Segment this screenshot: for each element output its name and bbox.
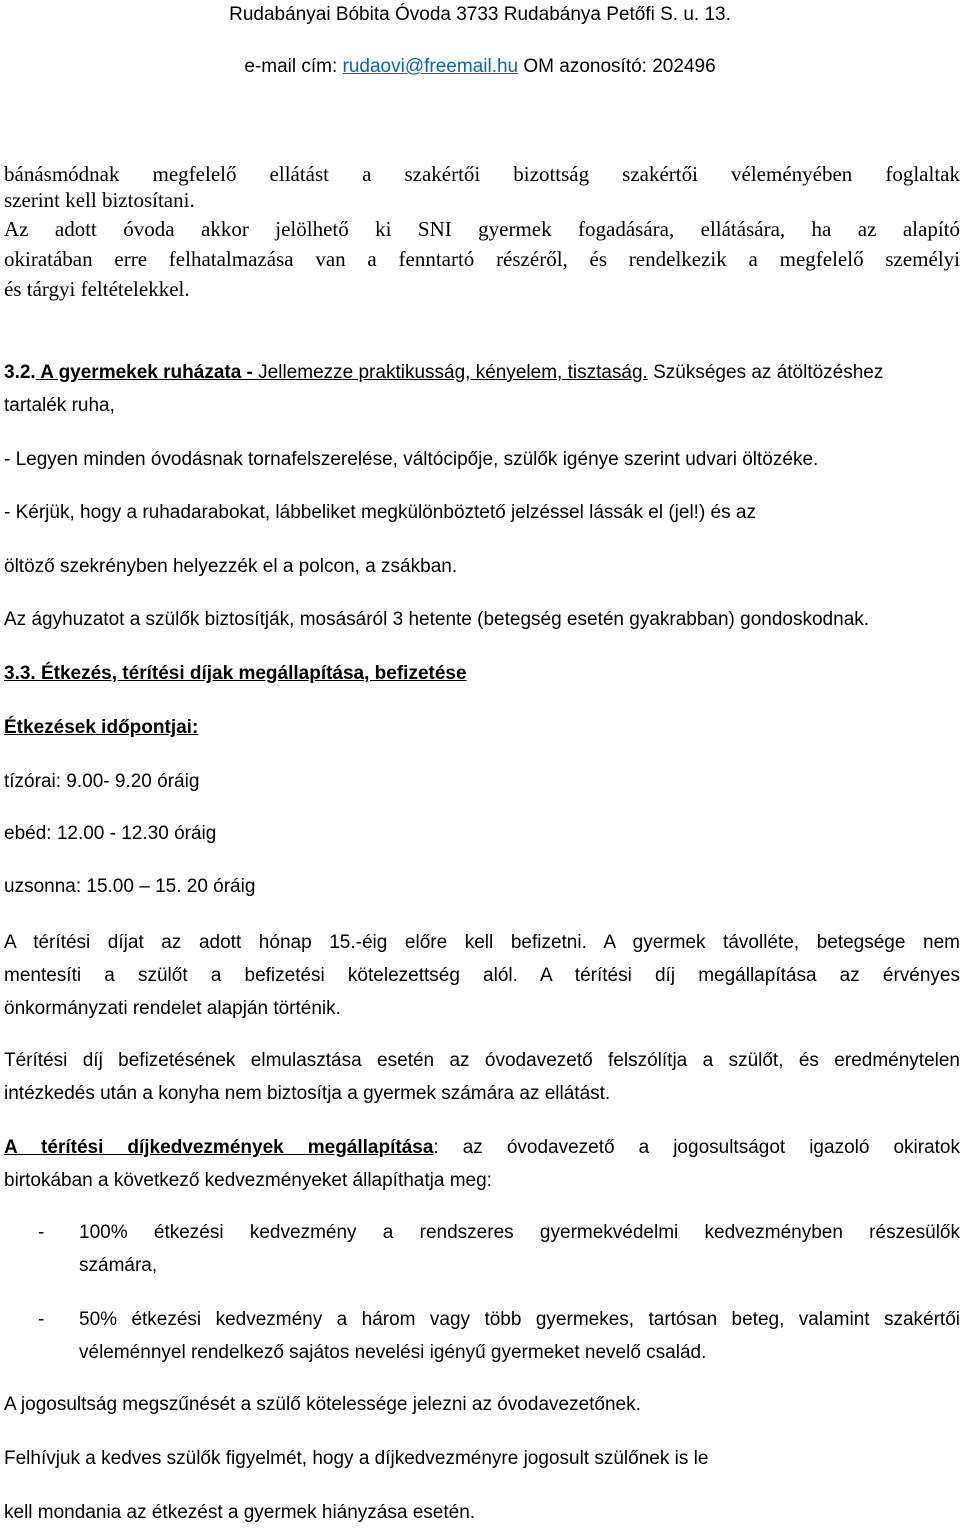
fee-line: mentesíti a szülőt a befizetési kötelezettség alól. A térítési díj megállapítása az érvényes — [4, 965, 960, 986]
meal-times-heading: Étkezések időpontjai: — [4, 717, 199, 738]
list-item-line: 100% étkezési kedvezmény a rendszeres gyermekvédelmi kedvezményben részesülők — [79, 1222, 960, 1243]
discount-line — [4, 1131, 960, 1164]
email-label: e-mail cím: — [244, 56, 343, 77]
header-contact — [0, 55, 960, 79]
intro-paragraph — [4, 159, 960, 304]
meal-time: tízórai: 9.00- 9.20 óráig — [4, 771, 200, 792]
clothing-rule: öltöző szekrényben helyezzék el a polcon, a zsákban. — [4, 556, 458, 577]
section-number: 3.2. — [4, 362, 36, 383]
intro-line: Az adott óvoda akkor jelölhető ki SNI gyermek fogadására, ellátására, ha az alapító — [4, 217, 960, 241]
intro-line: szerint kell biztosítani. — [4, 188, 195, 212]
meal-time: uzsonna: 15.00 – 15. 20 óráig — [4, 876, 256, 897]
section-3-2-first-line — [4, 357, 960, 389]
section-text: Jellemezze praktikusság, kényelem, tisztaság. — [258, 362, 648, 383]
clothing-rule: - Kérjük, hogy a ruhadarabokat, lábbeliket megkülönböztető jelzéssel lássák el (jel!) és az — [4, 502, 756, 523]
discount-line: birtokában a következő kedvezményeket állapíthatja meg: — [4, 1170, 492, 1191]
om-id: OM azonosító: 202496 — [518, 56, 716, 77]
closing-text: A jogosultság megszűnését a szülő kötelessége jelezni az óvodavezetőnek. — [4, 1394, 641, 1415]
email-link[interactable]: rudaovi@freemail.hu — [342, 56, 519, 77]
list-item-line: 50% étkezési kedvezmény a három vagy több gyermekes, tartósan beteg, valamint szakértői — [79, 1309, 960, 1330]
closing-text: kell mondania az étkezést a gyermek hiányzása esetén. — [4, 1502, 476, 1523]
list-item — [79, 1303, 960, 1369]
fee-line: A térítési díjat az adott hónap 15.-éig előre kell befizetni. A gyermek távolléte, betegsége nem — [4, 932, 960, 953]
list-dash: - — [38, 1309, 45, 1330]
fee-paragraph — [4, 926, 960, 1025]
intro-line: bánásmódnak megfelelő ellátást a szakértői bizottság szakértői véleményében foglaltak — [4, 162, 960, 186]
clothing-rule: - Legyen minden óvodásnak tornafelszerelése, váltócipője, szülők igénye szerint udvari öltözéke. — [4, 449, 819, 470]
intro-line: okiratában erre felhatalmazása van a fenntartó részéről, és rendelkezik a megfelelő személyi — [4, 247, 960, 271]
header-address: Rudabányai Bóbita Óvoda 3733 Rudabánya Petőfi S. u. 13. — [229, 4, 731, 25]
bedding-note: Az ágyhuzatot a szülők biztosítják, mosásáról 3 hetente (betegség esetén gyakrabban) gondoskodnak. — [4, 609, 870, 630]
section-text: Szükséges az átöltözéshez — [647, 362, 884, 383]
meal-time: ebéd: 12.00 - 12.30 óráig — [4, 823, 217, 844]
discount-paragraph — [4, 1131, 960, 1197]
discount-heading: A térítési díjkedvezmények megállapítása — [4, 1137, 434, 1158]
list-item — [79, 1216, 960, 1282]
fee-line: intézkedés után a konyha nem biztosítja a gyermek számára az ellátást. — [4, 1083, 611, 1104]
closing-text: Felhívjuk a kedves szülők figyelmét, hogy a díjkedvezményre jogosult szülőnek is le — [4, 1448, 709, 1469]
fee-line: Térítési díj befizetésének elmulasztása esetén az óvodavezető felszólítja a szülőt, és eredménytelen — [4, 1050, 960, 1071]
list-dash: - — [38, 1222, 45, 1243]
section-text: tartalék ruha, — [4, 395, 115, 416]
section-title: A gyermekek ruházata - — [35, 362, 259, 383]
fee-line: önkormányzati rendelet alapján történik. — [4, 998, 341, 1019]
intro-line: és tárgyi feltételekkel. — [4, 277, 190, 301]
fee-default-paragraph — [4, 1044, 960, 1110]
section-3-3-heading: 3.3. Étkezés, térítési díjak megállapítása, befizetése — [4, 663, 467, 684]
list-item-line: számára, — [79, 1255, 158, 1276]
discount-text: : az óvodavezető a jogosultságot igazoló okiratok — [433, 1137, 960, 1158]
list-item-line: véleménnyel rendelkező sajátos nevelési igényű gyermeket nevelő család. — [79, 1342, 707, 1363]
